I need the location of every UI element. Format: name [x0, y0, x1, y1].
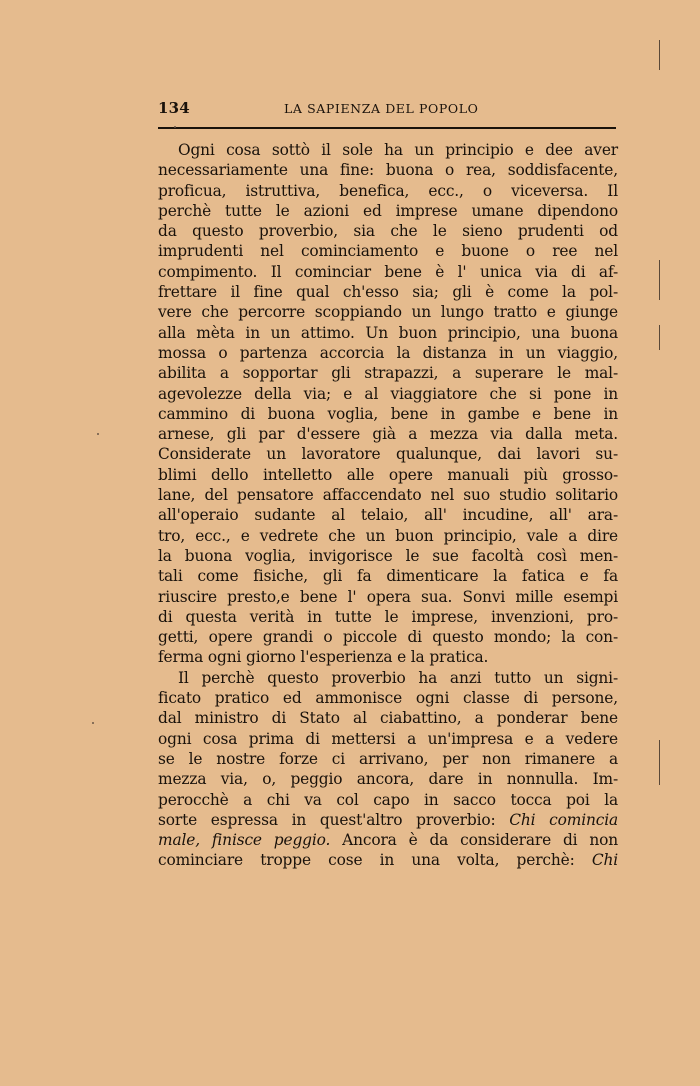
- text-line: Il perchè questo proverbio ha anzi tutto un signi-: [178, 668, 618, 687]
- text-line: proficua, istruttiva, benefica, ecc., o viceversa. Il: [158, 181, 618, 200]
- text-line: mezza via, o, peggio ancora, dare in nonnulla. Im-: [158, 770, 618, 789]
- text-line: vere che percorre scoppiando un lungo tratto e giunge: [158, 303, 618, 322]
- text-line: perchè tutte le azioni ed imprese umane dipendono: [158, 201, 618, 220]
- text-line: sorte espressa in quest'altro proverbio: Chi comincia: [158, 810, 618, 829]
- scan-edge-mark: [659, 260, 660, 300]
- text-line: blimi dello intelletto alle opere manuali più grosso-: [158, 465, 618, 484]
- page-header: [158, 99, 618, 121]
- scan-edge-mark: [659, 40, 660, 70]
- page-number: 134: [158, 99, 190, 117]
- text-line: se le nostre forze ci arrivano, per non rimanere a: [158, 749, 618, 768]
- text-line: cammino di buona voglia, bene in gambe e bene in: [158, 404, 618, 423]
- header-rule: [158, 127, 616, 129]
- scan-speck: [97, 433, 99, 435]
- text-line: necessariamente una fine: buona o rea, soddisfacente,: [158, 161, 618, 180]
- text-line: tro, ecc., e vedrete che un buon principio, vale a dire: [158, 526, 618, 545]
- text-line: male, finisce peggio. Ancora è da considerare di non: [158, 831, 618, 850]
- text-line: compimento. Il cominciar bene è l' unica via di af-: [158, 262, 618, 281]
- text-line: arnese, gli par d'essere già a mezza via dalla meta.: [158, 425, 618, 444]
- text-line: Ogni cosa sottò il sole ha un principio e dee aver: [178, 141, 618, 159]
- text-line: da questo proverbio, sia che le sieno prudenti od: [158, 222, 618, 241]
- italic-proverb: Chi: [591, 851, 618, 870]
- text-line: getti, opere grandi o piccole di questo mondo; la con-: [158, 628, 618, 647]
- text-line: abilita a sopportar gli strapazzi, a superare le mal-: [158, 364, 618, 383]
- text-line: tali come fisiche, gli fa dimenticare la fatica e fa: [158, 567, 618, 586]
- text-line: all'operaio sudante al telaio, all' incudine, all' ara-: [158, 506, 618, 525]
- text-line: ferma ogni giorno l'esperienza e la pratica.: [158, 648, 489, 667]
- text-line: perocchè a chi va col capo in sacco tocca poi la: [158, 790, 618, 809]
- text-line: la buona voglia, invigorisce le sue facoltà così men-: [158, 546, 618, 565]
- scan-edge-mark: [659, 740, 660, 785]
- running-title: LA SAPIENZA DEL POPOLO: [284, 101, 479, 116]
- text-line: agevolezze della via; e al viaggiatore che si pone in: [158, 384, 618, 403]
- text-line: imprudenti nel cominciamento e buone o ree nel: [158, 242, 618, 261]
- scan-speck: [174, 126, 176, 128]
- italic-proverb: Chi comincia: [509, 810, 618, 829]
- text-line: alla mèta in un attimo. Un buon principio, una buona: [158, 323, 618, 342]
- text-line: ficato pratico ed ammonisce ogni classe di persone,: [158, 689, 618, 708]
- text-line: dal ministro di Stato al ciabattino, a ponderar bene: [158, 709, 618, 728]
- text-line: Considerate un lavoratore qualunque, dai lavori su-: [158, 445, 618, 464]
- italic-proverb: male, finisce peggio.: [158, 831, 331, 850]
- text-line: ogni cosa prima di mettersi a un'impresa e a vedere: [158, 729, 618, 748]
- text-line: lane, del pensatore affaccendato nel suo studio solitario: [158, 486, 618, 505]
- text-line: mossa o partenza accorcia la distanza in un viaggio,: [158, 343, 618, 362]
- text-line: cominciare troppe cose in una volta, perchè: Chi: [158, 851, 618, 870]
- text-line: frettare il fine qual ch'esso sia; gli è come la pol-: [158, 283, 618, 302]
- body-text: [158, 140, 618, 871]
- scan-speck: [92, 722, 94, 724]
- text-line: riuscire presto,e bene l' opera sua. Sonvi mille esempi: [158, 587, 618, 606]
- scan-edge-mark: [659, 325, 660, 350]
- text-line: di questa verità in tutte le imprese, invenzioni, pro-: [158, 607, 618, 626]
